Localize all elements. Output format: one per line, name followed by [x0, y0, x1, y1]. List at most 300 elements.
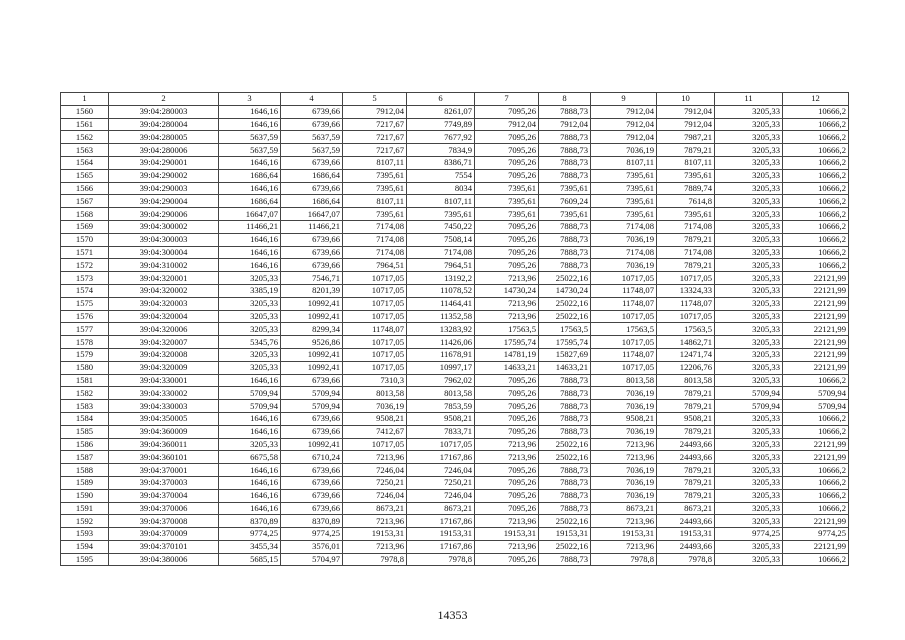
- table-row: [61, 515, 849, 528]
- table-cell: 7095,26: [475, 105, 539, 118]
- table-cell: 3205,33: [715, 310, 783, 323]
- table-cell: 7987,21: [657, 131, 715, 144]
- column-header: 4: [281, 93, 343, 106]
- table-cell: 10666,2: [783, 502, 849, 515]
- table-cell: 3205,33: [715, 169, 783, 182]
- table-cell: 19153,31: [539, 528, 591, 541]
- table-cell: 1646,16: [219, 502, 281, 515]
- table-cell: 1589: [61, 476, 109, 489]
- table-cell: 3205,33: [715, 208, 783, 221]
- table-cell: 3205,33: [219, 272, 281, 285]
- table-cell: 7395,61: [591, 182, 657, 195]
- table-cell: 1646,16: [219, 476, 281, 489]
- column-header: 12: [783, 93, 849, 106]
- table-cell: 10717,05: [657, 272, 715, 285]
- table-cell: 5709,94: [281, 387, 343, 400]
- table-cell: 19153,31: [343, 528, 407, 541]
- table-cell: 5709,94: [715, 400, 783, 413]
- table-cell: 3205,33: [715, 451, 783, 464]
- table-cell: 10717,05: [343, 297, 407, 310]
- table-cell: 7036,19: [591, 144, 657, 157]
- table-cell: 17563,5: [539, 323, 591, 336]
- table-cell: 10666,2: [783, 131, 849, 144]
- table-body: [61, 105, 849, 566]
- table-cell: 12471,74: [657, 348, 715, 361]
- table-cell: 6739,66: [281, 502, 343, 515]
- table-cell: 7036,19: [591, 233, 657, 246]
- table-cell: 7912,04: [657, 118, 715, 131]
- table-cell: 1576: [61, 310, 109, 323]
- table-cell: 7395,61: [475, 208, 539, 221]
- table-cell: 1595: [61, 553, 109, 566]
- table-cell: 17167,86: [407, 540, 475, 553]
- table-cell: 1585: [61, 425, 109, 438]
- table-cell: 10717,05: [343, 438, 407, 451]
- table-cell: 17595,74: [539, 336, 591, 349]
- table-cell: 10717,05: [343, 336, 407, 349]
- table-cell: 7095,26: [475, 489, 539, 502]
- table-header: [61, 93, 849, 106]
- table-cell: 8013,58: [591, 374, 657, 387]
- table-cell: 22121,99: [783, 272, 849, 285]
- table-cell: 1572: [61, 259, 109, 272]
- table-cell: 7879,21: [657, 489, 715, 502]
- column-header: 3: [219, 93, 281, 106]
- table-row: [61, 118, 849, 131]
- table-cell: 7395,61: [475, 182, 539, 195]
- table-cell: 1646,16: [219, 182, 281, 195]
- table-cell: 5709,94: [219, 400, 281, 413]
- table-cell: 39:04:360011: [109, 438, 219, 451]
- table-cell: 1573: [61, 272, 109, 285]
- table-cell: 22121,99: [783, 438, 849, 451]
- table-cell: 10717,05: [591, 310, 657, 323]
- table-cell: 8386,71: [407, 156, 475, 169]
- table-cell: 39:04:290001: [109, 156, 219, 169]
- table-cell: 7250,21: [343, 476, 407, 489]
- table-row: [61, 476, 849, 489]
- table-cell: 7888,73: [539, 476, 591, 489]
- table-cell: 7095,26: [475, 464, 539, 477]
- table-cell: 39:04:370003: [109, 476, 219, 489]
- table-cell: 7609,24: [539, 195, 591, 208]
- table-cell: 5709,94: [281, 400, 343, 413]
- table-row: [61, 169, 849, 182]
- table-cell: 1646,16: [219, 156, 281, 169]
- table-cell: 3205,33: [219, 297, 281, 310]
- table-cell: 39:04:290003: [109, 182, 219, 195]
- table-cell: 7174,08: [343, 220, 407, 233]
- table-cell: 7879,21: [657, 387, 715, 400]
- table-cell: 11748,07: [591, 348, 657, 361]
- table-cell: 7554: [407, 169, 475, 182]
- table-cell: 39:04:320006: [109, 323, 219, 336]
- table-cell: 7964,51: [407, 259, 475, 272]
- table-cell: 13192,2: [407, 272, 475, 285]
- table-cell: 10992,41: [281, 297, 343, 310]
- data-table: [60, 92, 849, 566]
- table-cell: 7095,26: [475, 502, 539, 515]
- table-cell: 7879,21: [657, 425, 715, 438]
- table-cell: 10666,2: [783, 412, 849, 425]
- table-cell: 39:04:370001: [109, 464, 219, 477]
- table-cell: 7095,26: [475, 374, 539, 387]
- table-cell: 7095,26: [475, 131, 539, 144]
- table-cell: 5637,59: [219, 144, 281, 157]
- table-cell: 7213,96: [343, 451, 407, 464]
- table-cell: 1646,16: [219, 259, 281, 272]
- table-cell: 24493,66: [657, 438, 715, 451]
- table-cell: 7095,26: [475, 387, 539, 400]
- table-cell: 8673,21: [343, 502, 407, 515]
- table-cell: 7213,96: [475, 272, 539, 285]
- table-cell: 7213,96: [475, 310, 539, 323]
- table-cell: 7888,73: [539, 131, 591, 144]
- table-cell: 39:04:330003: [109, 400, 219, 413]
- table-row: [61, 156, 849, 169]
- table-cell: 11078,52: [407, 284, 475, 297]
- table-cell: 7095,26: [475, 220, 539, 233]
- table-cell: 10717,05: [591, 361, 657, 374]
- table-cell: 7888,73: [539, 105, 591, 118]
- table-cell: 1566: [61, 182, 109, 195]
- table-cell: 17563,5: [475, 323, 539, 336]
- table-cell: 1584: [61, 412, 109, 425]
- table-cell: 3205,33: [219, 310, 281, 323]
- table-row: [61, 195, 849, 208]
- table-cell: 39:04:300004: [109, 246, 219, 259]
- table-cell: 39:04:320002: [109, 284, 219, 297]
- table-cell: 8370,89: [219, 515, 281, 528]
- table-cell: 1590: [61, 489, 109, 502]
- column-header: 5: [343, 93, 407, 106]
- table-cell: 39:04:290004: [109, 195, 219, 208]
- table-cell: 1592: [61, 515, 109, 528]
- table-row: [61, 528, 849, 541]
- column-header: 6: [407, 93, 475, 106]
- table-cell: 1591: [61, 502, 109, 515]
- table-cell: 7395,61: [657, 208, 715, 221]
- table-cell: 7546,71: [281, 272, 343, 285]
- table-cell: 7246,04: [407, 489, 475, 502]
- table-cell: 7395,61: [343, 182, 407, 195]
- table-cell: 25022,16: [539, 451, 591, 464]
- table-cell: 1580: [61, 361, 109, 374]
- table-cell: 7879,21: [657, 259, 715, 272]
- table-cell: 7036,19: [591, 259, 657, 272]
- table-cell: 7749,89: [407, 118, 475, 131]
- table-cell: 1583: [61, 400, 109, 413]
- table-cell: 1646,16: [219, 118, 281, 131]
- table-cell: 7213,96: [343, 540, 407, 553]
- table-cell: 7213,96: [591, 515, 657, 528]
- table-cell: 6739,66: [281, 412, 343, 425]
- table-cell: 22121,99: [783, 348, 849, 361]
- table-cell: 7888,73: [539, 259, 591, 272]
- table-cell: 10666,2: [783, 489, 849, 502]
- table-cell: 10666,2: [783, 169, 849, 182]
- table-row: [61, 105, 849, 118]
- table-cell: 39:04:320007: [109, 336, 219, 349]
- table-cell: 7888,73: [539, 489, 591, 502]
- table-cell: 1588: [61, 464, 109, 477]
- table-cell: 7174,08: [657, 220, 715, 233]
- table-cell: 7217,67: [343, 131, 407, 144]
- table-cell: 16647,07: [281, 208, 343, 221]
- table-cell: 9508,21: [657, 412, 715, 425]
- table-cell: 5709,94: [783, 387, 849, 400]
- table-cell: 39:04:350005: [109, 412, 219, 425]
- table-cell: 39:04:320009: [109, 361, 219, 374]
- table-cell: 8370,89: [281, 515, 343, 528]
- table-cell: 7246,04: [343, 464, 407, 477]
- table-cell: 7412,67: [343, 425, 407, 438]
- table-cell: 8673,21: [657, 502, 715, 515]
- table-cell: 25022,16: [539, 272, 591, 285]
- table-cell: 1569: [61, 220, 109, 233]
- table-row: [61, 246, 849, 259]
- table-row: [61, 259, 849, 272]
- table-cell: 7508,14: [407, 233, 475, 246]
- table-row: [61, 374, 849, 387]
- table-cell: 8299,34: [281, 323, 343, 336]
- table-cell: 1570: [61, 233, 109, 246]
- table-cell: 1582: [61, 387, 109, 400]
- table-cell: 17595,74: [475, 336, 539, 349]
- table-cell: 9508,21: [343, 412, 407, 425]
- table-cell: 1646,16: [219, 489, 281, 502]
- table-cell: 39:04:310002: [109, 259, 219, 272]
- table-cell: 7213,96: [475, 451, 539, 464]
- table-cell: 1646,16: [219, 412, 281, 425]
- table-cell: 1594: [61, 540, 109, 553]
- table-cell: 10992,41: [281, 348, 343, 361]
- table-cell: 13324,33: [657, 284, 715, 297]
- table-cell: 6675,58: [219, 451, 281, 464]
- table-cell: 19153,31: [407, 528, 475, 541]
- table-cell: 7036,19: [591, 387, 657, 400]
- table-cell: 3205,33: [715, 464, 783, 477]
- table-cell: 1562: [61, 131, 109, 144]
- table-cell: 22121,99: [783, 310, 849, 323]
- table-cell: 7174,08: [591, 220, 657, 233]
- table-cell: 14633,21: [539, 361, 591, 374]
- table-cell: 7888,73: [539, 502, 591, 515]
- table-cell: 1581: [61, 374, 109, 387]
- table-cell: 25022,16: [539, 540, 591, 553]
- table-cell: 7888,73: [539, 387, 591, 400]
- table-cell: 22121,99: [783, 361, 849, 374]
- table-cell: 1567: [61, 195, 109, 208]
- table-cell: 7395,61: [475, 195, 539, 208]
- table-cell: 10992,41: [281, 438, 343, 451]
- table-cell: 7095,26: [475, 476, 539, 489]
- table-cell: 1564: [61, 156, 109, 169]
- table-cell: 7217,67: [343, 144, 407, 157]
- table-cell: 39:04:280006: [109, 144, 219, 157]
- table-cell: 3205,33: [715, 259, 783, 272]
- table-row: [61, 323, 849, 336]
- table-cell: 39:04:280003: [109, 105, 219, 118]
- table-row: [61, 489, 849, 502]
- table-cell: 25022,16: [539, 310, 591, 323]
- table-cell: 10666,2: [783, 144, 849, 157]
- table-cell: 19153,31: [657, 528, 715, 541]
- table-cell: 7095,26: [475, 156, 539, 169]
- table-cell: 39:04:320001: [109, 272, 219, 285]
- table-cell: 7174,08: [591, 246, 657, 259]
- table-cell: 8673,21: [407, 502, 475, 515]
- table-cell: 6739,66: [281, 259, 343, 272]
- table-row: [61, 464, 849, 477]
- table-row: [61, 438, 849, 451]
- table-cell: 10666,2: [783, 464, 849, 477]
- table-cell: 7095,26: [475, 233, 539, 246]
- table-cell: 10666,2: [783, 182, 849, 195]
- table-cell: 7174,08: [343, 233, 407, 246]
- table-cell: 24493,66: [657, 515, 715, 528]
- table-cell: 22121,99: [783, 540, 849, 553]
- table-cell: 11464,41: [407, 297, 475, 310]
- table-cell: 1575: [61, 297, 109, 310]
- table-cell: 10666,2: [783, 233, 849, 246]
- table-cell: 7395,61: [343, 169, 407, 182]
- table-cell: 5709,94: [219, 387, 281, 400]
- table-cell: 1578: [61, 336, 109, 349]
- table-cell: 39:04:360009: [109, 425, 219, 438]
- table-cell: 7213,96: [343, 515, 407, 528]
- table-cell: 8034: [407, 182, 475, 195]
- table-cell: 10666,2: [783, 105, 849, 118]
- table-cell: 3205,33: [715, 476, 783, 489]
- table-cell: 8107,11: [343, 195, 407, 208]
- table-cell: 8107,11: [343, 156, 407, 169]
- table-cell: 3205,33: [715, 515, 783, 528]
- table-cell: 39:04:370004: [109, 489, 219, 502]
- table-cell: 10717,05: [343, 272, 407, 285]
- table-row: [61, 400, 849, 413]
- table-cell: 14862,71: [657, 336, 715, 349]
- table-cell: 3205,33: [715, 233, 783, 246]
- table-cell: 39:04:280004: [109, 118, 219, 131]
- table-cell: 7889,74: [657, 182, 715, 195]
- table-cell: 15827,69: [539, 348, 591, 361]
- table-cell: 6739,66: [281, 156, 343, 169]
- table-cell: 10666,2: [783, 374, 849, 387]
- table-cell: 22121,99: [783, 451, 849, 464]
- table-cell: 10717,05: [407, 438, 475, 451]
- table-cell: 1646,16: [219, 233, 281, 246]
- table-cell: 11748,07: [591, 297, 657, 310]
- table-cell: 6739,66: [281, 182, 343, 195]
- table-cell: 1646,16: [219, 464, 281, 477]
- table-cell: 7912,04: [591, 118, 657, 131]
- table-cell: 7213,96: [475, 515, 539, 528]
- table-cell: 5704,97: [281, 553, 343, 566]
- table-cell: 24493,66: [657, 451, 715, 464]
- table-cell: 7888,73: [539, 156, 591, 169]
- table-cell: 1646,16: [219, 425, 281, 438]
- table-cell: 39:04:370008: [109, 515, 219, 528]
- table-cell: 25022,16: [539, 297, 591, 310]
- table-cell: 7879,21: [657, 144, 715, 157]
- column-header: 10: [657, 93, 715, 106]
- table-cell: 3205,33: [219, 361, 281, 374]
- table-cell: 7888,73: [539, 425, 591, 438]
- table-cell: 1571: [61, 246, 109, 259]
- table-cell: 7395,61: [591, 208, 657, 221]
- table-cell: 25022,16: [539, 515, 591, 528]
- table-cell: 6739,66: [281, 464, 343, 477]
- table-cell: 3205,33: [715, 284, 783, 297]
- table-cell: 5345,76: [219, 336, 281, 349]
- table-cell: 7095,26: [475, 259, 539, 272]
- table-row: [61, 553, 849, 566]
- table-cell: 3205,33: [715, 195, 783, 208]
- table-cell: 9774,25: [281, 528, 343, 541]
- table-cell: 10666,2: [783, 553, 849, 566]
- table-cell: 7395,61: [343, 208, 407, 221]
- table-cell: 7095,26: [475, 169, 539, 182]
- table-cell: 7246,04: [343, 489, 407, 502]
- table-cell: 7888,73: [539, 553, 591, 566]
- table-cell: 10666,2: [783, 208, 849, 221]
- table-cell: 5709,94: [715, 387, 783, 400]
- table-cell: 7912,04: [539, 118, 591, 131]
- table-cell: 7888,73: [539, 400, 591, 413]
- table-cell: 39:04:320003: [109, 297, 219, 310]
- table-cell: 19153,31: [591, 528, 657, 541]
- table-cell: 7174,08: [657, 246, 715, 259]
- table-cell: 1574: [61, 284, 109, 297]
- table-cell: 7962,02: [407, 374, 475, 387]
- table-cell: 1646,16: [219, 374, 281, 387]
- table-cell: 7213,96: [591, 540, 657, 553]
- table-cell: 8013,58: [343, 387, 407, 400]
- table-cell: 7879,21: [657, 464, 715, 477]
- column-header: 1: [61, 93, 109, 106]
- table-cell: 9508,21: [591, 412, 657, 425]
- table-cell: 1686,64: [219, 195, 281, 208]
- table-cell: 7677,92: [407, 131, 475, 144]
- table-row: [61, 310, 849, 323]
- table-cell: 7095,26: [475, 553, 539, 566]
- table-cell: 39:04:330002: [109, 387, 219, 400]
- table-cell: 6739,66: [281, 233, 343, 246]
- table-cell: 7395,61: [539, 208, 591, 221]
- table-cell: 11352,58: [407, 310, 475, 323]
- table-cell: 12206,76: [657, 361, 715, 374]
- table-cell: 1563: [61, 144, 109, 157]
- table-cell: 22121,99: [783, 515, 849, 528]
- table-cell: 39:04:300002: [109, 220, 219, 233]
- table-cell: 17563,5: [591, 323, 657, 336]
- page-number: 14353: [437, 608, 468, 622]
- table-row: [61, 297, 849, 310]
- table-cell: 3205,33: [715, 131, 783, 144]
- table-cell: 3455,34: [219, 540, 281, 553]
- table-cell: 5637,59: [281, 144, 343, 157]
- table-cell: 3205,33: [715, 336, 783, 349]
- table-cell: 3205,33: [715, 297, 783, 310]
- table-cell: 5709,94: [783, 400, 849, 413]
- table-cell: 7036,19: [591, 425, 657, 438]
- table-cell: 7213,96: [591, 438, 657, 451]
- table-cell: 14633,21: [475, 361, 539, 374]
- table-cell: 3205,33: [715, 118, 783, 131]
- table-cell: 9774,25: [783, 528, 849, 541]
- table-row: [61, 131, 849, 144]
